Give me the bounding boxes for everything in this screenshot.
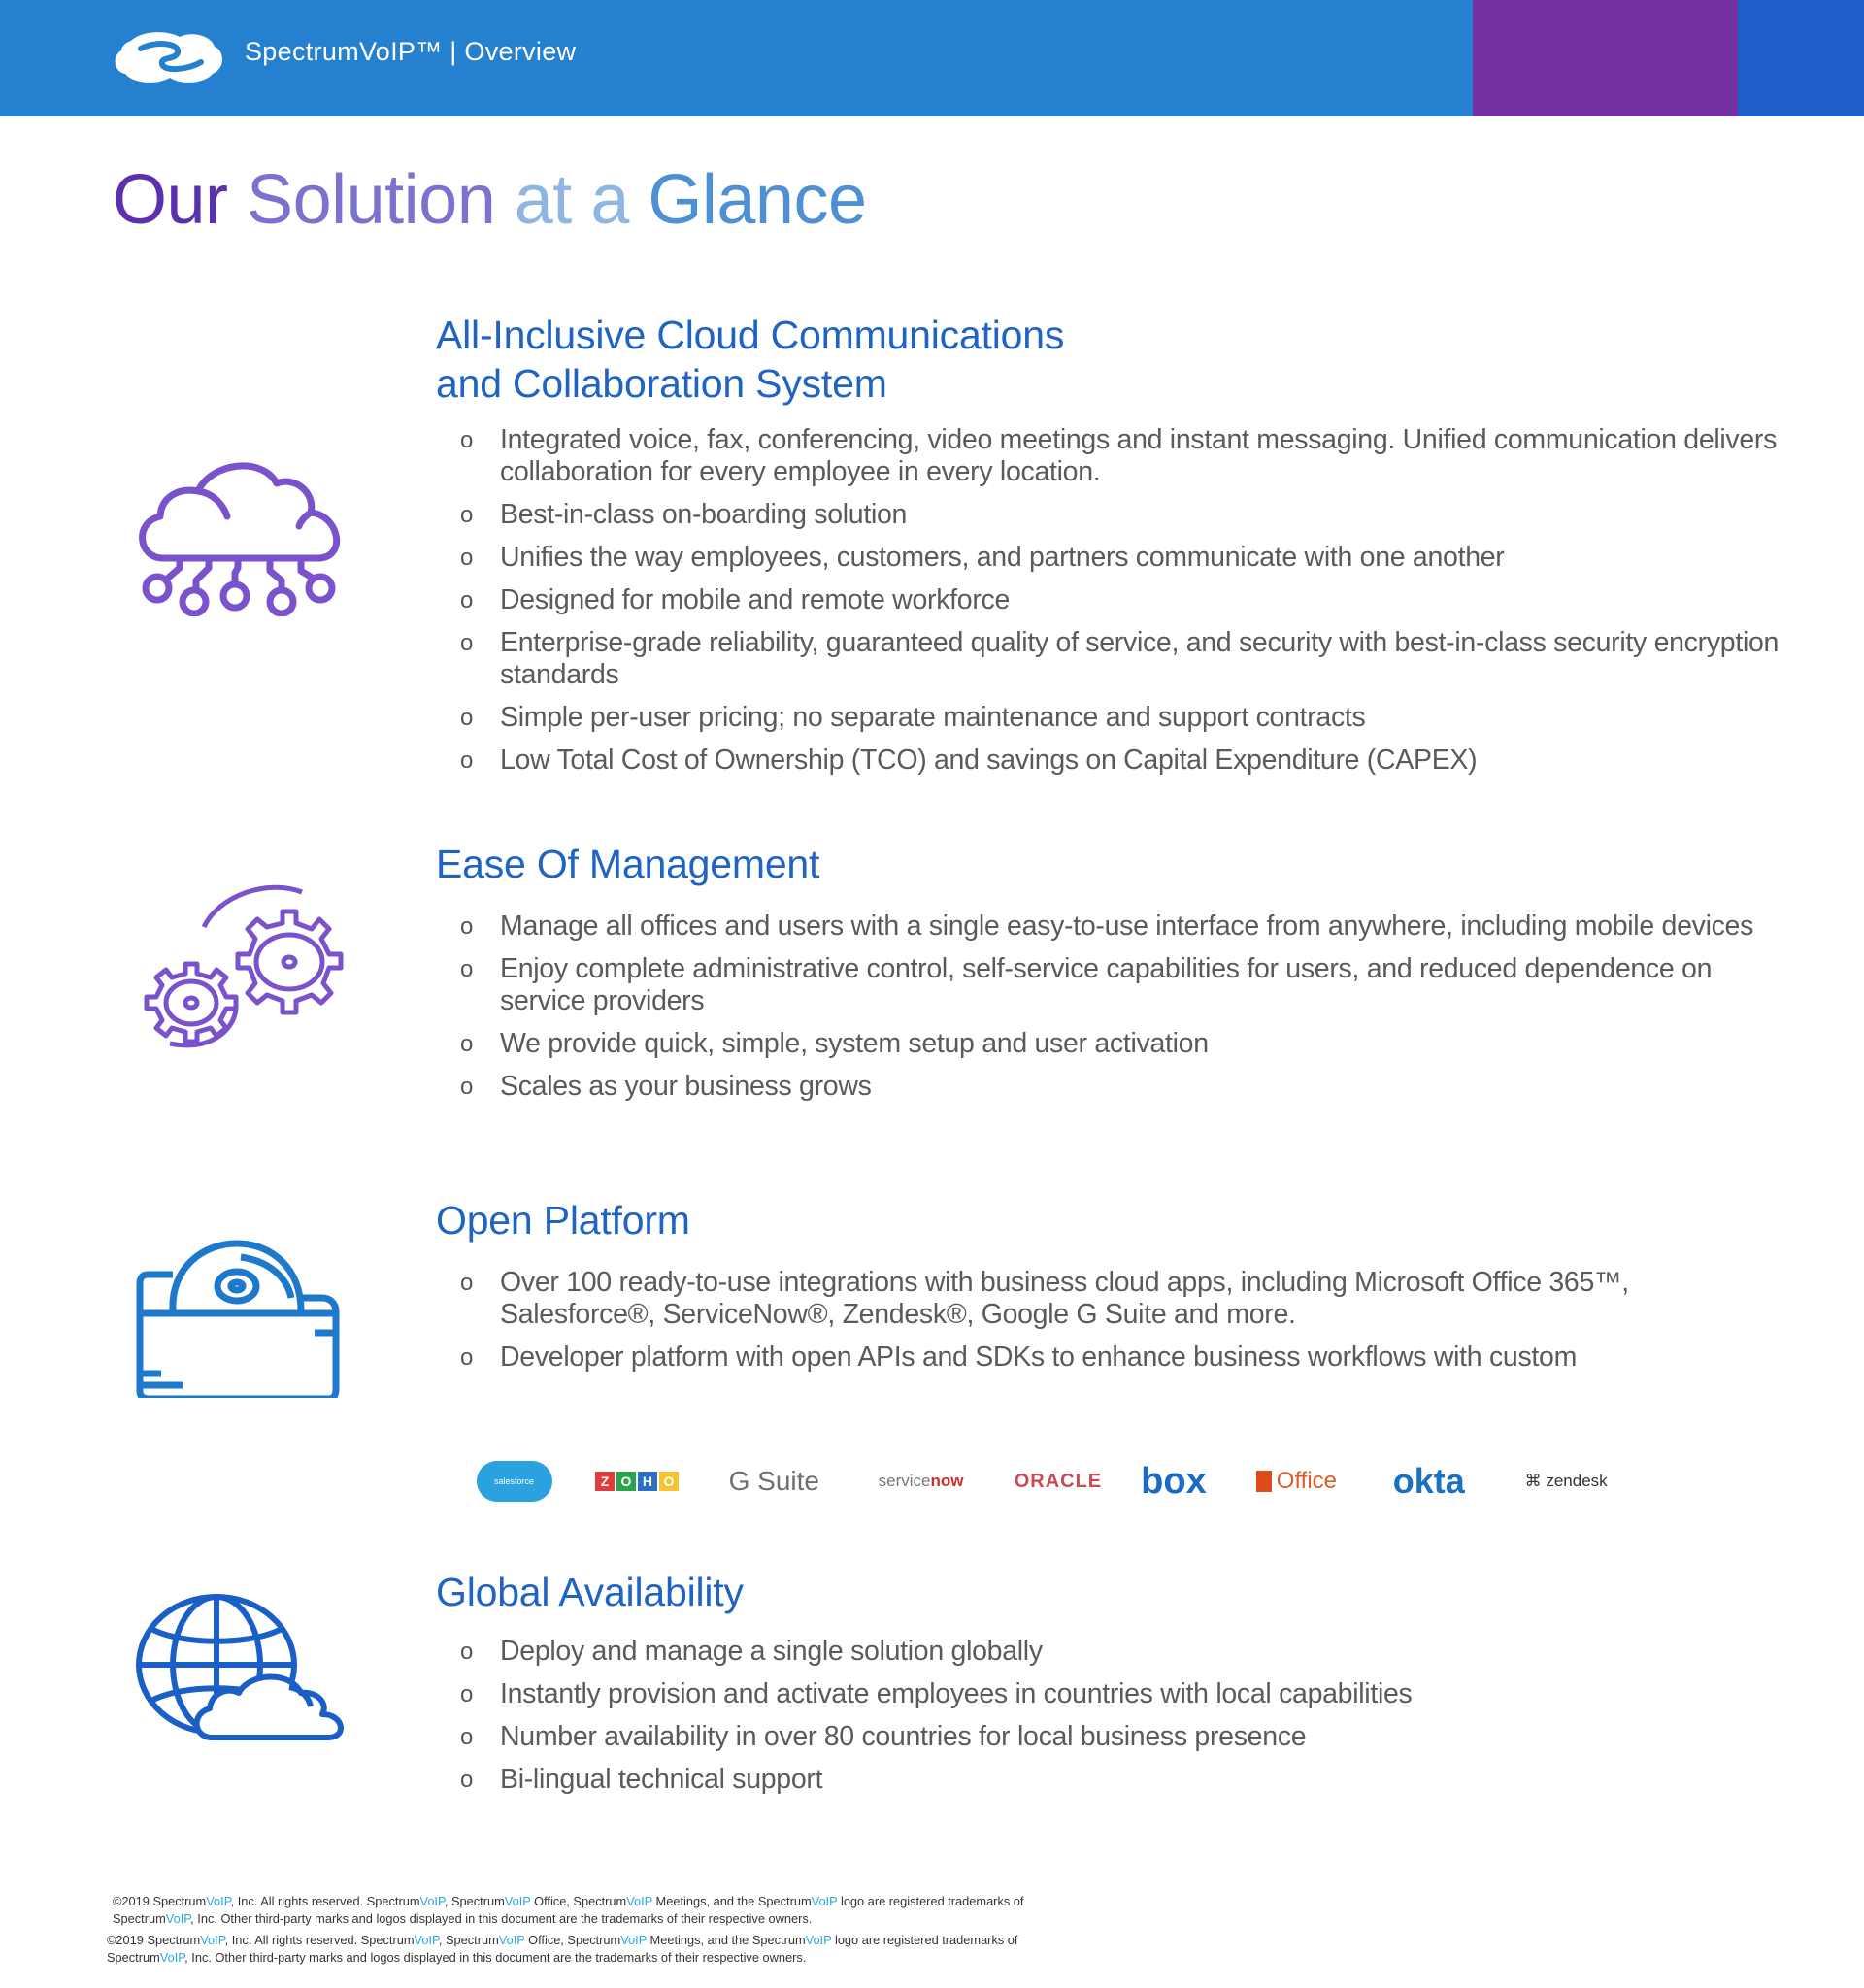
page-title xyxy=(113,157,867,243)
footer-text: , Spectrum xyxy=(444,1894,505,1908)
management-bullet-list xyxy=(460,911,1781,1113)
salesforce-label: salesforce xyxy=(477,1461,552,1502)
list-item xyxy=(460,499,1781,531)
bullet-icon: o xyxy=(460,630,474,656)
footer-text: , Spectrum xyxy=(438,1933,499,1947)
footer-highlight: VoIP xyxy=(811,1894,838,1908)
bullet-text: Scales as your business grows xyxy=(500,1071,872,1102)
bullet-icon: o xyxy=(460,705,474,731)
list-item xyxy=(460,1764,1781,1796)
spectrumvoip-logo-icon xyxy=(112,29,226,85)
section-heading-global xyxy=(436,1568,744,1616)
heading-line: and Collaboration System xyxy=(436,361,887,406)
title-word: Solution xyxy=(247,161,496,239)
office-logo-icon xyxy=(1227,1452,1367,1510)
bullet-icon: o xyxy=(460,1681,474,1707)
bullet-text: Developer platform with open APIs and SDKs to enhance business workflows with custom xyxy=(500,1342,1578,1373)
partner-logos-strip xyxy=(456,1446,1641,1516)
footer-line xyxy=(113,1893,1023,1910)
bullet-text: Over 100 ready-to-use integrations with business cloud apps, including Microsoft Office 365™, Salesforce®, ServiceNow®, Zendesk®, Google G Suite and more. xyxy=(500,1267,1629,1330)
bullet-icon: o xyxy=(460,913,474,940)
globe-cloud-icon xyxy=(134,1592,359,1747)
bullet-text: Manage all offices and users with a single easy-to-use interface from anywhere, including mobile devices xyxy=(500,911,1754,942)
box-logo-icon: box xyxy=(1141,1460,1207,1502)
footer-text: Meetings, and the Spectrum xyxy=(652,1894,812,1908)
footer-text: , Inc. Other third-party marks and logos displayed in this document are the trademarks of their respective owners. xyxy=(190,1911,813,1926)
brand-title: SpectrumVoIP™ | Overview xyxy=(245,37,577,66)
heading-line: All-Inclusive Cloud Communications xyxy=(436,313,1065,357)
bullet-icon: o xyxy=(460,427,474,453)
heading-line: Open Platform xyxy=(436,1198,690,1242)
list-item xyxy=(460,627,1781,691)
bullet-text: Low Total Cost of Ownership (TCO) and savings on Capital Expenditure (CAPEX) xyxy=(500,745,1478,776)
footer-copyright xyxy=(113,1893,1023,1928)
gsuite-logo-icon: G Suite xyxy=(728,1466,820,1496)
zoho-letter: Z xyxy=(595,1472,615,1491)
footer-text: , Inc. All rights reserved. Spectrum xyxy=(230,1894,420,1908)
bullet-text: Number availability in over 80 countries for local business presence xyxy=(500,1721,1307,1752)
zoho-logo-icon xyxy=(572,1452,702,1510)
bullet-text: Best-in-class on-boarding solution xyxy=(500,499,908,530)
header-band xyxy=(0,0,1864,116)
bullet-icon: o xyxy=(460,1270,474,1296)
bullet-text: Bi-lingual technical support xyxy=(500,1764,823,1795)
list-item xyxy=(460,745,1781,777)
footer-text: , Inc. Other third-party marks and logos displayed in this document are the trademarks of their respective owners. xyxy=(184,1950,807,1965)
list-item xyxy=(460,1636,1781,1668)
header-accent-blue xyxy=(1738,0,1864,116)
bullet-icon: o xyxy=(460,502,474,528)
list-item xyxy=(460,911,1781,943)
zoho-letter: O xyxy=(659,1472,679,1491)
footer-highlight: VoIP xyxy=(620,1933,647,1947)
footer-text: Meetings, and the Spectrum xyxy=(647,1933,806,1947)
bullet-icon: o xyxy=(460,1074,474,1100)
bullet-icon: o xyxy=(460,1639,474,1665)
list-item xyxy=(460,1028,1781,1060)
okta-logo-icon: okta xyxy=(1392,1461,1465,1501)
servicenow-label: service xyxy=(878,1472,931,1490)
bullet-text: We provide quick, simple, system setup and user activation xyxy=(500,1028,1209,1059)
title-word: Glance xyxy=(648,161,867,239)
office-square-icon xyxy=(1256,1471,1272,1492)
salesforce-logo-icon xyxy=(456,1452,572,1510)
bullet-icon: o xyxy=(460,747,474,774)
bullet-icon: o xyxy=(460,587,474,613)
list-item xyxy=(460,1721,1781,1753)
bullet-icon: o xyxy=(460,956,474,982)
cloud-bullet-list xyxy=(460,424,1781,787)
platform-bullet-list xyxy=(460,1267,1781,1384)
zoho-letter: H xyxy=(638,1472,657,1491)
list-item xyxy=(460,542,1781,574)
bullet-icon: o xyxy=(460,1767,474,1793)
footer-line xyxy=(107,1932,1017,1949)
list-item xyxy=(460,1267,1781,1331)
footer-text: Office, Spectrum xyxy=(524,1933,621,1947)
global-bullet-list xyxy=(460,1636,1781,1806)
footer-highlight: VoIP xyxy=(498,1933,525,1947)
list-item xyxy=(460,1678,1781,1710)
footer-line xyxy=(107,1949,1017,1967)
footer-highlight: VoIP xyxy=(414,1933,439,1947)
footer-text: ©2019 Spectrum xyxy=(107,1933,201,1947)
bullet-icon: o xyxy=(460,1724,474,1750)
bullet-icon: o xyxy=(460,545,474,571)
footer-text: Spectrum xyxy=(107,1950,160,1965)
zoho-letter: O xyxy=(616,1472,636,1491)
title-word: at a xyxy=(514,161,629,239)
footer-highlight: VoIP xyxy=(165,1911,191,1926)
oracle-logo-icon: ORACLE xyxy=(1014,1470,1103,1492)
disc-drive-icon xyxy=(134,1228,343,1398)
footer-text: ©2019 Spectrum xyxy=(113,1894,207,1908)
bullet-text: Integrated voice, fax, conferencing, video meetings and instant messaging. Unified communication delivers collaboration for every employee in every location. xyxy=(500,424,1778,487)
footer-text: , Inc. All rights reserved. Spectrum xyxy=(224,1933,415,1947)
bullet-icon: o xyxy=(460,1031,474,1057)
bullet-icon: o xyxy=(460,1344,474,1371)
office-label: Office xyxy=(1276,1468,1338,1494)
footer-copyright-duplicate xyxy=(107,1932,1017,1967)
section-heading-open-platform xyxy=(436,1196,690,1244)
section-heading-cloud xyxy=(436,311,1064,408)
bullet-text: Deploy and manage a single solution globally xyxy=(500,1636,1043,1667)
footer-highlight: VoIP xyxy=(159,1950,185,1965)
footer-text: Spectrum xyxy=(113,1911,166,1926)
bullet-text: Instantly provision and activate employees in countries with local capabilities xyxy=(500,1678,1413,1709)
list-item xyxy=(460,702,1781,734)
footer-highlight: VoIP xyxy=(626,1894,652,1908)
list-item xyxy=(460,1342,1781,1374)
header-accent-purple xyxy=(1473,0,1738,116)
section-heading-management xyxy=(436,840,819,888)
servicenow-logo-icon xyxy=(847,1452,996,1510)
bullet-text: Enjoy complete administrative control, self-service capabilities for users, and reduced dependence on service providers xyxy=(500,953,1713,1016)
footer-highlight: VoIP xyxy=(504,1894,531,1908)
title-word: Our xyxy=(113,161,228,239)
footer-highlight: VoIP xyxy=(206,1894,231,1908)
bullet-text: Enterprise-grade reliability, guaranteed quality of service, and security with best-in-class security encryption standards xyxy=(500,627,1780,690)
gears-icon xyxy=(121,869,354,1053)
list-item xyxy=(460,424,1781,488)
list-item xyxy=(460,953,1781,1017)
footer-highlight: VoIP xyxy=(419,1894,445,1908)
cloud-network-icon xyxy=(126,427,364,616)
footer-highlight: VoIP xyxy=(200,1933,225,1947)
list-item xyxy=(460,1071,1781,1103)
footer-text: logo are registered trademarks of xyxy=(831,1933,1018,1947)
heading-line: Ease Of Management xyxy=(436,842,820,886)
footer-highlight: VoIP xyxy=(805,1933,832,1947)
bullet-text: Designed for mobile and remote workforce xyxy=(500,584,1011,615)
servicenow-label-bold: now xyxy=(930,1472,964,1490)
footer-text: Office, Spectrum xyxy=(530,1894,627,1908)
bullet-text: Simple per-user pricing; no separate maintenance and support contracts xyxy=(500,702,1366,733)
bullet-text: Unifies the way employees, customers, and partners communicate with one another xyxy=(500,542,1505,573)
zendesk-logo-icon: ⌘ zendesk xyxy=(1524,1472,1608,1490)
footer-line xyxy=(113,1910,1023,1928)
list-item xyxy=(460,584,1781,616)
footer-text: logo are registered trademarks of xyxy=(837,1894,1024,1908)
heading-line: Global Availability xyxy=(436,1570,744,1614)
